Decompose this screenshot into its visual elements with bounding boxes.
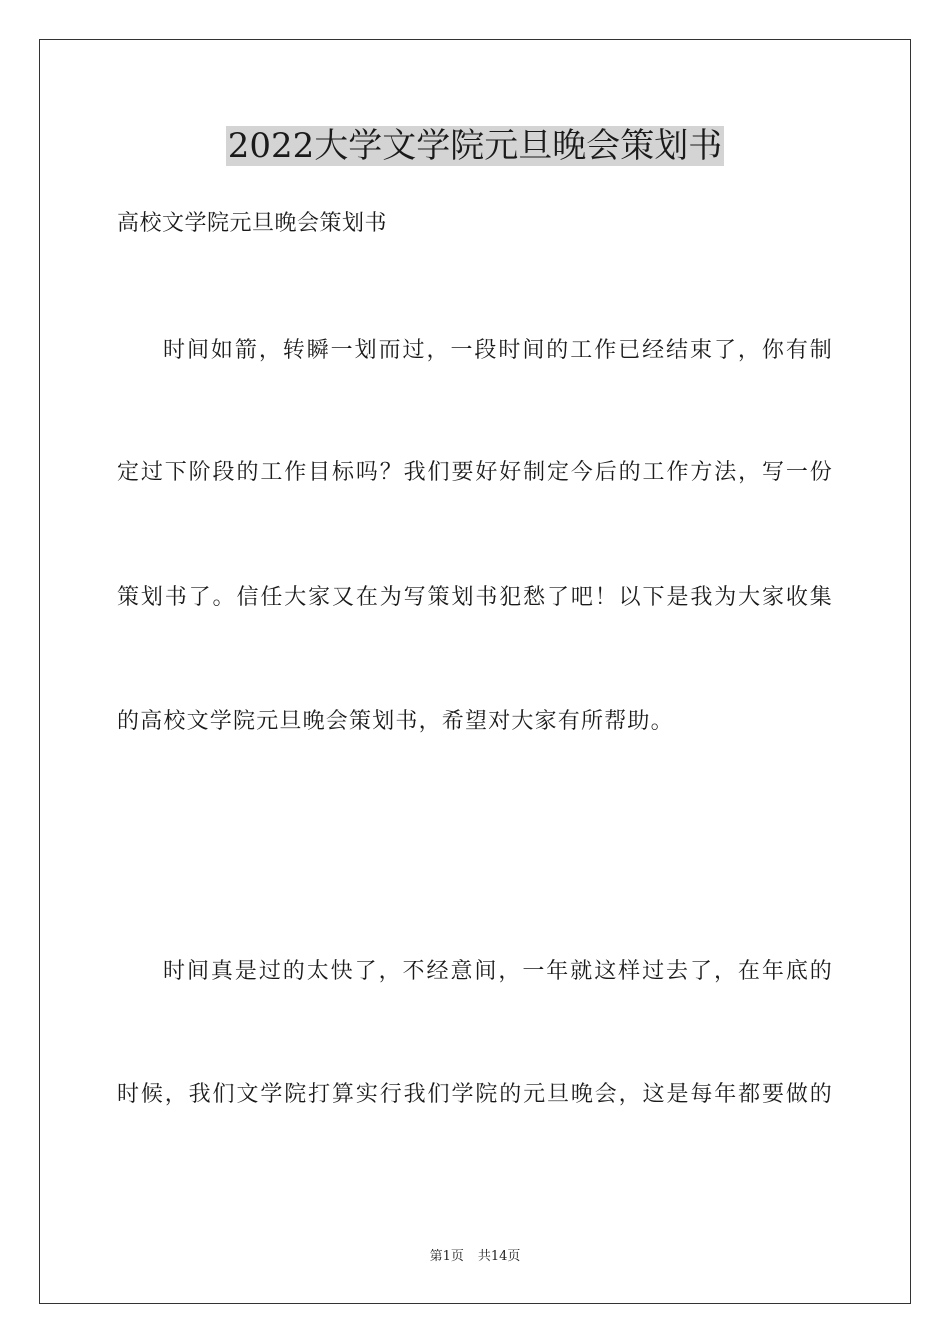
paragraph-1-line-4: 的高校文学院元旦晚会策划书，希望对大家有所帮助。 xyxy=(117,709,674,734)
title-text: 2022大学文学院元旦晚会策划书 xyxy=(227,126,723,166)
paragraph-1-line-2: 定过下阶段的工作目标吗？我们要好好制定今后的工作方法，写一份 xyxy=(117,460,833,485)
document-subtitle: 高校文学院元旦晚会策划书 xyxy=(117,211,388,236)
document-title xyxy=(0,123,950,169)
paragraph-1-line-3: 策划书了。信任大家又在为写策划书犯愁了吧！以下是我为大家收集 xyxy=(117,585,833,610)
paragraph-2-line-2: 时候，我们文学院打算实行我们学院的元旦晚会，这是每年都要做的 xyxy=(117,1082,833,1107)
page-total: 共14页 xyxy=(477,1249,521,1264)
page-number: 第1页 xyxy=(429,1249,464,1264)
page-footer xyxy=(0,1248,950,1266)
paragraph-1-line-1: 时间如箭，转瞬一划而过，一段时间的工作已经结束了，你有制 xyxy=(163,338,833,363)
paragraph-2-line-1: 时间真是过的太快了，不经意间，一年就这样过去了，在年底的 xyxy=(163,959,833,984)
